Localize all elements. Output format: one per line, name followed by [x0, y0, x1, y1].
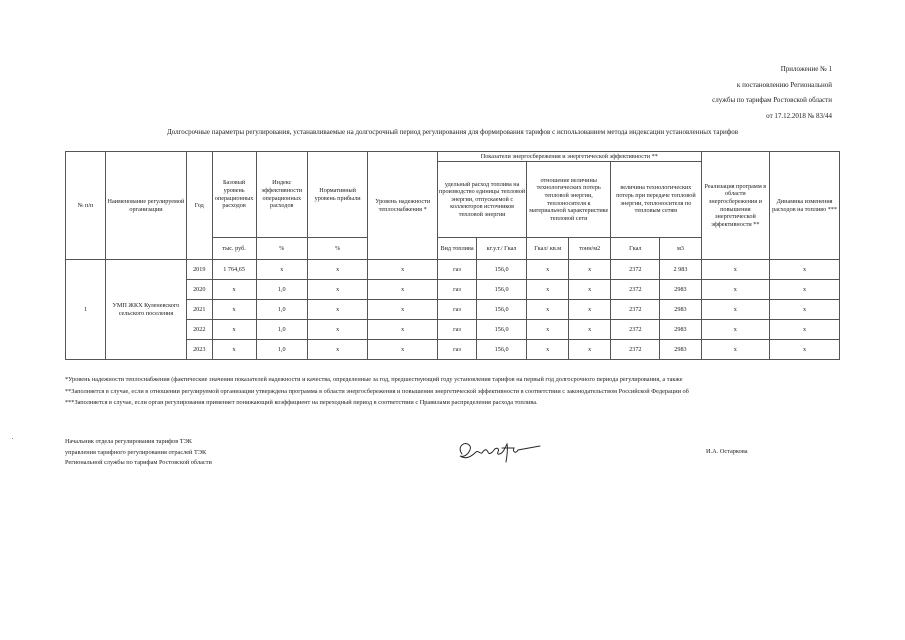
- loss-ratio-2-cell: х: [569, 300, 611, 320]
- fuel-rate-cell: 156,0: [476, 340, 526, 360]
- signatory-line-1: Начальник отдела регулирования тарифов ТЭК: [65, 438, 192, 445]
- unit-profit-level: %: [307, 238, 367, 260]
- loss-value-2-cell: 2983: [660, 300, 701, 320]
- unit-loss-ratio-1: Гкал/ кв.м: [527, 238, 569, 260]
- fuel-rate-cell: 156,0: [476, 280, 526, 300]
- reliability-cell: х: [368, 280, 438, 300]
- unit-base-costs: тыс. руб.: [212, 238, 256, 260]
- loss-ratio-1-cell: х: [527, 300, 569, 320]
- header-base-costs: Базовый уровень операционных расходов: [212, 152, 256, 238]
- signatory-block: [65, 437, 212, 469]
- loss-value-2-cell: 2983: [660, 280, 701, 300]
- header-program: Реализация программ в области энергосбережения и повышения энергетической эффективности **: [701, 152, 770, 260]
- efficiency-index-cell: 1,0: [256, 280, 307, 300]
- fuel-type-cell: газ: [438, 300, 477, 320]
- footnotes: [65, 374, 689, 409]
- profit-level-cell: х: [307, 280, 367, 300]
- fuel-rate-cell: 156,0: [476, 300, 526, 320]
- header-fuel-rate: удельный расход топлива на производство единицы тепловой энергии, отпускаемой с коллекторов источников тепловой энергии: [438, 162, 527, 238]
- profit-level-cell: х: [307, 320, 367, 340]
- header-profit-level: Нормативный уровень прибыли: [307, 152, 367, 238]
- loss-ratio-2-cell: х: [569, 260, 611, 280]
- signatory-line-3: Региональной службы по тарифам Ростовской области: [65, 459, 212, 466]
- loss-ratio-2-cell: х: [569, 280, 611, 300]
- header-energy-group: Показатели энергосбережения и энергетической эффективности **: [438, 152, 701, 162]
- footnote-fuel: ***Заполняется в случае, если орган регулирования применяет понижающий коэффициент на переходный период в соответствии с Правилами распределения расхода топлива.: [65, 399, 538, 406]
- appendix-line-1: Приложение № 1: [780, 65, 832, 73]
- appendix-line-4: от 17.12.2018 № 83/44: [766, 111, 832, 120]
- signatory-line-2: управления тарифного регулирования отраслей ТЭК: [65, 448, 207, 456]
- document-title: Долгосрочные параметры регулирования, устанавливаемые на долгосрочный период регулирования для формирования тарифов с использованием метода индексации установленных тарифов: [166, 128, 739, 136]
- fuel-dynamics-cell: х: [770, 300, 840, 320]
- table-row: [66, 260, 840, 280]
- header-year: Год: [186, 152, 212, 260]
- header-loss-ratio: отношение величины технологических потерь тепловой энергии, теплоносителя к материальной характеристике тепловой сети: [527, 162, 611, 238]
- year-cell: 2019: [186, 260, 212, 280]
- loss-value-2-cell: 2983: [660, 320, 701, 340]
- appendix-line-2: к постановлению Региональной: [736, 80, 832, 89]
- reliability-cell: х: [368, 340, 438, 360]
- fuel-type-cell: газ: [438, 320, 477, 340]
- loss-value-1-cell: 2372: [611, 340, 660, 360]
- unit-fuel-rate: кг.у.т./ Гкал: [476, 238, 526, 260]
- unit-fuel-type: Вид топлива: [438, 238, 477, 260]
- loss-value-2-cell: 2983: [660, 340, 701, 360]
- base-costs-cell: х: [212, 300, 256, 320]
- header-loss-value: величина технологических потерь при передаче тепловой энергии, теплоносителя по тепловым сетям: [611, 162, 701, 238]
- unit-loss-ratio-2: тонн/м2: [569, 238, 611, 260]
- header-efficiency-index: Индекс эффективности операционных расходов: [256, 152, 307, 238]
- efficiency-index-cell: 1,0: [256, 300, 307, 320]
- appendix-line-3: службы по тарифам Ростовской области: [712, 96, 832, 104]
- header-number: № п/п: [66, 152, 106, 260]
- fuel-type-cell: газ: [438, 280, 477, 300]
- loss-ratio-2-cell: х: [569, 340, 611, 360]
- program-cell: х: [701, 320, 770, 340]
- program-cell: х: [701, 340, 770, 360]
- fuel-dynamics-cell: х: [770, 280, 840, 300]
- efficiency-index-cell: х: [256, 260, 307, 280]
- org-number-cell: 1: [66, 260, 106, 360]
- unit-loss-value-1: Гкал: [611, 238, 660, 260]
- year-cell: 2023: [186, 340, 212, 360]
- fuel-dynamics-cell: х: [770, 340, 840, 360]
- reliability-cell: х: [368, 320, 438, 340]
- program-cell: х: [701, 300, 770, 320]
- loss-ratio-1-cell: х: [527, 340, 569, 360]
- unit-efficiency-index: %: [256, 238, 307, 260]
- fuel-dynamics-cell: х: [770, 320, 840, 340]
- header-org-name: Наименование регулируемой организации: [105, 152, 186, 260]
- profit-level-cell: х: [307, 340, 367, 360]
- program-cell: х: [701, 260, 770, 280]
- signer-name: И.А. Остаркова: [706, 448, 748, 455]
- reliability-cell: х: [368, 260, 438, 280]
- efficiency-index-cell: 1,0: [256, 340, 307, 360]
- loss-ratio-2-cell: х: [569, 320, 611, 340]
- appendix-block: [712, 62, 832, 124]
- base-costs-cell: х: [212, 280, 256, 300]
- fuel-rate-cell: 156,0: [476, 260, 526, 280]
- handwritten-signature: [452, 436, 542, 466]
- efficiency-index-cell: 1,0: [256, 320, 307, 340]
- base-costs-cell: х: [212, 340, 256, 360]
- loss-ratio-1-cell: х: [527, 320, 569, 340]
- fuel-dynamics-cell: х: [770, 260, 840, 280]
- loss-value-1-cell: 2372: [611, 280, 660, 300]
- loss-value-1-cell: 2372: [611, 320, 660, 340]
- program-cell: х: [701, 280, 770, 300]
- parameters-table: [65, 151, 840, 360]
- year-cell: 2021: [186, 300, 212, 320]
- loss-value-1-cell: 2372: [611, 300, 660, 320]
- scan-mark: [12, 438, 13, 439]
- profit-level-cell: х: [307, 260, 367, 280]
- reliability-cell: х: [368, 300, 438, 320]
- header-fuel-dynamics: Динамика изменения расходов на топливо ***: [770, 152, 840, 260]
- fuel-type-cell: газ: [438, 260, 477, 280]
- profit-level-cell: х: [307, 300, 367, 320]
- org-name-cell: УМП ЖКХ Куленевского сельского поселения: [105, 260, 186, 360]
- loss-ratio-1-cell: х: [527, 280, 569, 300]
- base-costs-cell: х: [212, 320, 256, 340]
- footnote-reliability: *Уровень надежности теплоснабжения (фактические значения показателей надежности и качества, определенные за год, предшествующий году установления тарифов на первый год долгосрочного периода регулирования, а также: [65, 376, 683, 383]
- unit-loss-value-2: м3: [660, 238, 701, 260]
- header-reliability: Уровень надежности теплоснабжения *: [368, 152, 438, 260]
- fuel-type-cell: газ: [438, 340, 477, 360]
- footnote-program: **Заполняется в случае, если в отношении регулируемой организации утверждена программа в области энергосбережения и повышения энергетической эффективности в соответствии с законодательством Российской Федерации об: [65, 387, 689, 395]
- base-costs-cell: 1 764,65: [212, 260, 256, 280]
- loss-value-1-cell: 2372: [611, 260, 660, 280]
- fuel-rate-cell: 156,0: [476, 320, 526, 340]
- loss-value-2-cell: 2 983: [660, 260, 701, 280]
- year-cell: 2022: [186, 320, 212, 340]
- year-cell: 2020: [186, 280, 212, 300]
- loss-ratio-1-cell: х: [527, 260, 569, 280]
